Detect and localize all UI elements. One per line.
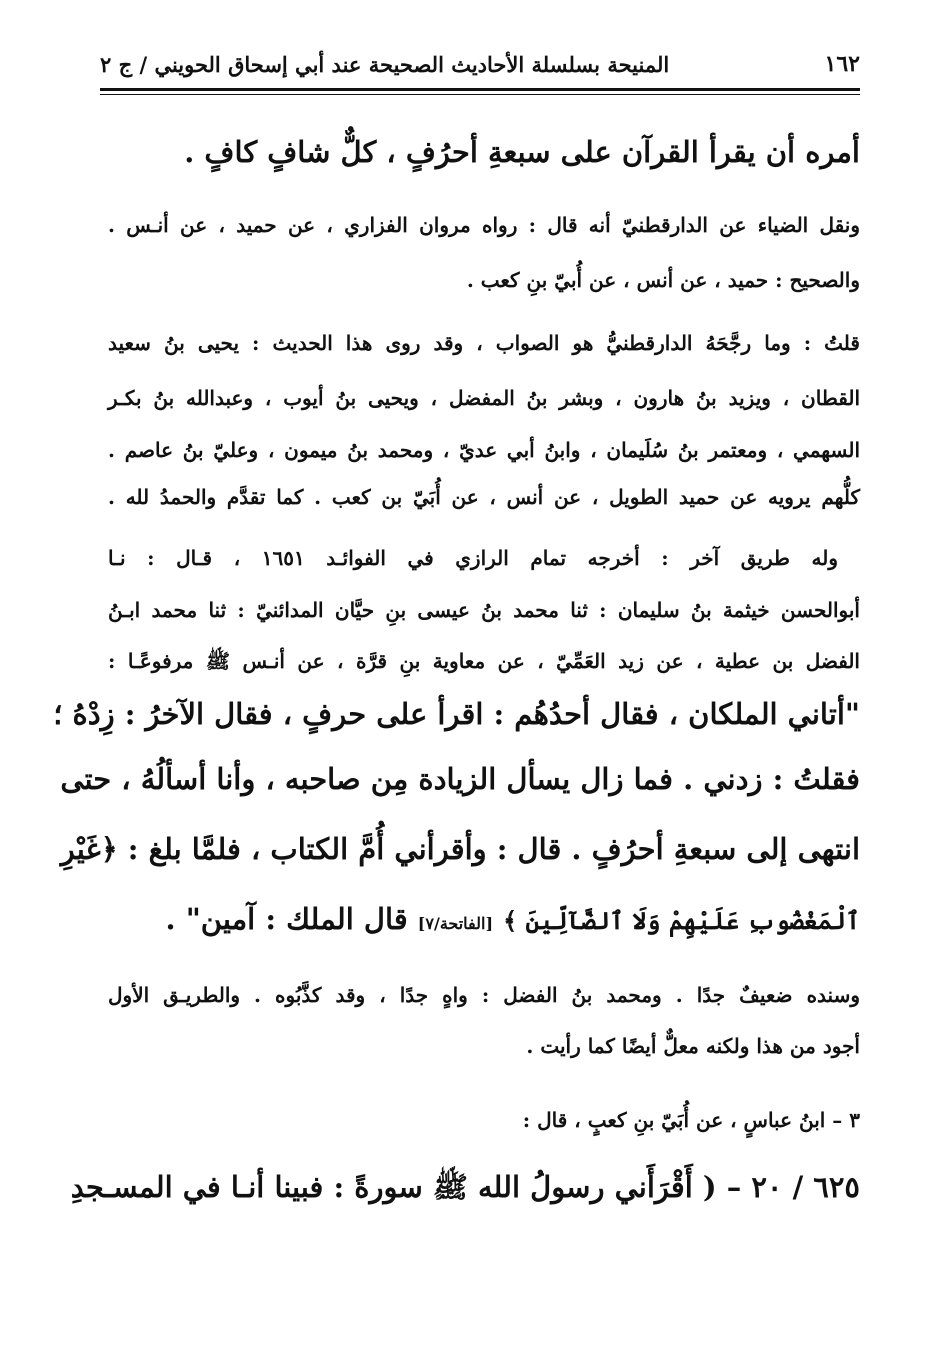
- text-line: والصحيح : حميد ، عن أنس ، عن أُبيّ بنِ كعب .: [466, 268, 860, 292]
- text-line: الفضل بن عطية ، عن زيد العَمِّيّ ، عن معاوية بنِ قرَّة ، عن أنـس ﷺ مرفوعًـا :: [108, 649, 860, 673]
- running-header: [100, 38, 860, 90]
- verse-reference: [الفاتحة/٧]: [417, 914, 494, 933]
- hadith-text-line: "أتاني الملكان ، فقال أحدُهُم : اقرأ على حرفٍ ، فقال الآخرُ : زِدْهُ ؛: [53, 697, 860, 731]
- header-rule-thin: [100, 94, 860, 95]
- text-line: القطان ، ويزيد بنُ هارون ، وبشر بنُ المفضل ، ويحيى بنُ أيوب ، وعبدالله بنُ بكـر: [108, 386, 860, 410]
- text-line: وله طريق آخر : أخرجه تمام الرازي في الفوائـد ١٦٥١ ، قـال : نـا: [108, 546, 838, 570]
- quran-verse: ٱلْمَغْضُوبِ عَلَيْهِمْ وَلَا ٱلضَّآلِّينَ ﴾: [503, 906, 860, 935]
- text-line: وسنده ضعيفٌ جدًا . ومحمد بنُ الفضل : واهٍ جدًا ، وقد كذَّبُوه . والطريـق الأول: [108, 983, 860, 1007]
- text-line: السهمي ، ومعتمر بنُ سُلَيمان ، وابنُ أبي عديّ ، ومحمد بنُ ميمون ، وعليّ بنُ عاصم .: [108, 438, 860, 462]
- hadith-text-line: [108, 902, 860, 936]
- text-line: أمره أن يقرأ القرآن على سبعةِ أحرُفٍ ، كلٌّ شافٍ كافٍ .: [184, 135, 860, 169]
- page-number: ١٦٢: [824, 51, 860, 77]
- header-rule: [100, 88, 860, 91]
- text-line: قلتُ : وما رجَّحَهُ الدارقطنيُّ هو الصواب ، وقد روى هذا الحديث : يحيى بنُ سعيد: [108, 331, 860, 355]
- text-line: كلُّهم يرويه عن حميد الطويل ، عن أنس ، عن أُبَيّ بن كعب . كما تقدَّم والحمدُ لله .: [108, 485, 860, 509]
- section-heading: ٣ – ابنُ عباسٍ ، عن أُبَيّ بنِ كعبٍ ، قال :: [522, 1108, 860, 1132]
- text-line: أجود من هذا ولكنه معلٌّ أيضًا كما رأيت .: [526, 1034, 860, 1058]
- text-line: أبوالحسن خيثمة بنُ سليمان : ثنا محمد بنُ عيسى بنِ حيَّان المدائنيّ : ثنا محمد ابـنُ: [108, 598, 860, 622]
- hadith-heading: ٦٢٥ / ٢٠ – ( أَقْرَأَني رسولُ الله ﷺ سورةً : فبينا أنـا في المسـجدِ: [70, 1170, 860, 1204]
- hadith-text-line: فقلتُ : زدني . فما زال يسأل الزيادة مِن صاحبه ، وأنا أسألُهُ ، حتى: [60, 762, 860, 796]
- text-line: ونقل الضياء عن الدارقطنيّ أنه قال : رواه مروان الفزاري ، عن حميد ، عن أنـس .: [108, 213, 860, 237]
- book-title: المنيحة بسلسلة الأحاديث الصحيحة عند أبي إسحاق الحويني / ج ٢: [100, 51, 670, 77]
- hadith-text-line: انتهى إلى سبعةِ أحرُفٍ . قال : وأقرأني أُمَّ الكتاب ، فلمَّا بلغ : ﴿غَيْرِ: [60, 832, 860, 866]
- hadith-ending: قال الملك : آمين" .: [165, 902, 408, 936]
